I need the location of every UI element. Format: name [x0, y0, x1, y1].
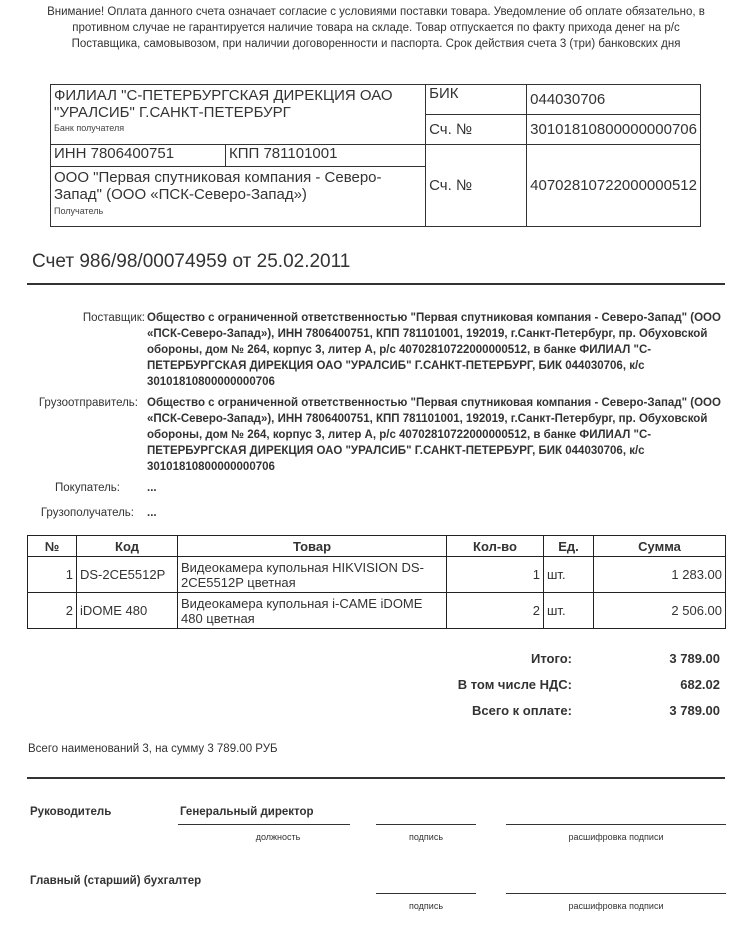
caption-decode: расшифровка подписи — [568, 901, 664, 911]
row-code: DS-2CE5512P — [77, 557, 178, 593]
row-sum: 2 506.00 — [594, 593, 726, 629]
vat-label: В том числе НДС: — [457, 677, 572, 692]
signature-line — [376, 893, 476, 894]
buyer-label: Покупатель: — [55, 482, 120, 494]
row-code: iDOME 480 — [77, 593, 178, 629]
decode-line — [506, 893, 726, 894]
decode-line — [506, 824, 726, 825]
bank-details-table — [50, 84, 701, 227]
director-label: Руководитель — [30, 806, 112, 818]
col-header-product: Товар — [178, 536, 447, 557]
row-product: Видеокамера купольная i-CAME iDOME 480 цветная — [178, 593, 447, 629]
inn-cell: ИНН 7806400751 — [51, 145, 226, 167]
recipient-label: Получатель — [54, 206, 104, 216]
total-value: 3 789.00 — [669, 651, 720, 666]
accountant-label: Главный (старший) бухгалтер — [30, 875, 202, 887]
account-label: Сч. № — [426, 145, 527, 227]
row-qty: 1 — [447, 557, 544, 593]
bank-name: ФИЛИАЛ "С-ПЕТЕРБУРГСКАЯ ДИРЕКЦИЯ ОАО "УРАЛСИБ" Г.САНКТ-ПЕТЕРБУРГ — [54, 87, 393, 121]
divider — [27, 283, 725, 285]
bank-name-label: Банк получателя — [54, 123, 125, 133]
payment-notice: Внимание! Оплата данного счета означает согласие с условиями поставки товара. Уведомление об оплате обязательно, в противном случае не гарантируется наличие товара на складе. Товар отпускается по факту прихода денег на р/с Поставщика, самовывозом, при наличии договоренности и паспорта. Срок действия счета 3 (три) банковских дня — [47, 6, 705, 50]
pay-label: Всего к оплате: — [472, 703, 572, 718]
position-line — [178, 824, 350, 825]
caption-signature: подпись — [408, 901, 444, 911]
pay-value: 3 789.00 — [669, 703, 720, 718]
director-position: Генеральный директор — [180, 806, 314, 818]
total-label: Итого: — [531, 651, 572, 666]
shipper-value: Общество с ограниченной ответственностью "Первая спутниковая компания - Северо-Запад" (ООО «ПСК-Северо-Запад»), ИНН 7806400751, КПП 781101001, 192019, г.Санкт-Петербург, пр. Обуховской обороны, дом № 264, корпус 3, литер А, р/с 40702810722000000512, в банке ФИЛИАЛ "С-ПЕТЕРБУРГСКАЯ ДИРЕКЦИЯ ОАО "УРАЛСИБ" Г.САНКТ-ПЕТЕРБУРГ, БИК 044030706, к/с 30101810800000000706 — [147, 397, 721, 473]
col-header-sum: Сумма — [594, 536, 726, 557]
row-unit: шт. — [544, 593, 594, 629]
bik-label: БИК — [426, 85, 527, 115]
row-num: 2 — [28, 593, 77, 629]
supplier-label: Поставщик: — [82, 312, 145, 324]
recipient-cell — [51, 167, 426, 227]
caption-decode: расшифровка подписи — [568, 832, 664, 842]
recipient-name: ООО "Первая спутниковая компания - Северо-Запад" (ООО «ПСК-Северо-Запад») — [54, 169, 382, 203]
row-num: 1 — [28, 557, 77, 593]
table-header-row — [28, 536, 726, 557]
row-qty: 2 — [447, 593, 544, 629]
table-row — [28, 593, 726, 629]
caption-signature: подпись — [408, 832, 444, 842]
kpp-cell: КПП 781101001 — [226, 145, 426, 167]
vat-value: 682.02 — [680, 677, 720, 692]
shipper-label: Грузоотправитель: — [38, 397, 138, 409]
consignee-value: ... — [147, 507, 157, 519]
signature-line — [376, 824, 476, 825]
row-sum: 1 283.00 — [594, 557, 726, 593]
consignee-label: Грузополучатель: — [40, 507, 134, 519]
table-row — [28, 557, 726, 593]
bank-name-cell — [51, 85, 426, 145]
supplier-value: Общество с ограниченной ответственностью "Первая спутниковая компания - Северо-Запад" (ООО «ПСК-Северо-Запад»), ИНН 7806400751, КПП 781101001, 192019, г.Санкт-Петербург, пр. Обуховской обороны, дом № 264, корпус 3, литер А, р/с 40702810722000000512, в банке ФИЛИАЛ "С-ПЕТЕРБУРГСКАЯ ДИРЕКЦИЯ ОАО "УРАЛСИБ" Г.САНКТ-ПЕТЕРБУРГ, БИК 044030706, к/с 30101810800000000706 — [147, 312, 721, 388]
invoice-title: Счет 986/98/00074959 от 25.02.2011 — [32, 251, 351, 272]
items-table — [27, 535, 726, 629]
bik-value: 044030706 — [527, 85, 701, 115]
col-header-num: № — [28, 536, 77, 557]
account-value: 40702810722000000512 — [527, 145, 701, 227]
corr-account-value: 30101810800000000706 — [527, 115, 701, 145]
corr-account-label: Сч. № — [426, 115, 527, 145]
buyer-value: ... — [147, 482, 157, 494]
col-header-unit: Ед. — [544, 536, 594, 557]
items-summary: Всего наименований 3, на сумму 3 789.00 РУБ — [28, 743, 278, 755]
row-unit: шт. — [544, 557, 594, 593]
divider — [27, 777, 725, 779]
col-header-qty: Кол-во — [447, 536, 544, 557]
caption-position: должность — [255, 832, 301, 842]
col-header-code: Код — [77, 536, 178, 557]
row-product: Видеокамера купольная HIKVISION DS-2CE5512P цветная — [178, 557, 447, 593]
